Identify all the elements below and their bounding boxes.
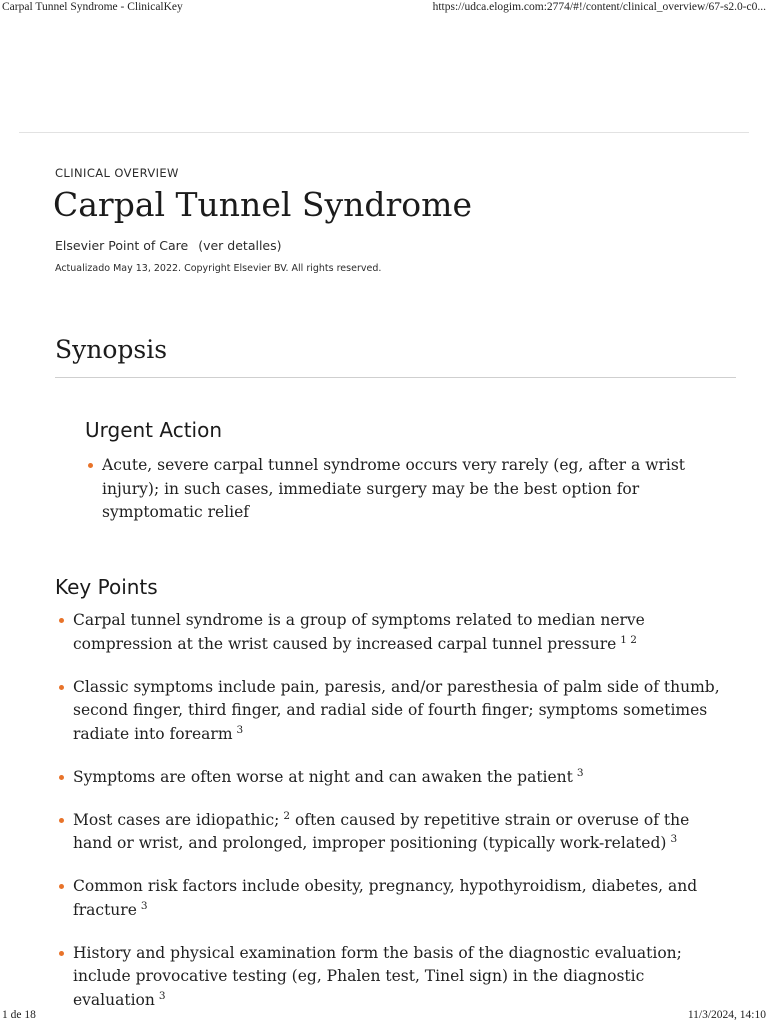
bullet-dot-icon — [59, 951, 64, 956]
bullet-dot-icon — [88, 463, 93, 468]
print-header-url: https://udca.elogim.com:2774/#!/content/clinical_overview/67-s2.0-c0... — [432, 1, 766, 13]
list-item — [73, 875, 733, 922]
print-header-title: Carpal Tunnel Syndrome - ClinicalKey — [2, 1, 183, 13]
bullet-dot-icon — [59, 618, 64, 623]
list-item — [73, 676, 733, 747]
list-item-text-before: Most cases are idiopathic; — [73, 810, 280, 829]
list-item-text: Carpal tunnel syndrome is a group of symptoms related to median nerve compression at the wrist caused by increased carpal tunnel pressure — [73, 611, 645, 653]
list-item-text: often caused by repetitive strain or overuse of the hand or wrist, and prolonged, improper positioning (typically work-related) — [73, 810, 690, 852]
updated-copyright: Actualizado May 13, 2022. Copyright Elsevier BV. All rights reserved. — [55, 263, 382, 274]
list-item — [73, 809, 733, 856]
list-item-text: History and physical examination form the basis of the diagnostic evaluation; include provocative testing (eg, Phalen test, Tinel sign) in the diagnostic evaluation — [73, 943, 682, 1009]
reference-link[interactable]: 3 — [140, 899, 148, 912]
key-points-list — [73, 609, 733, 1032]
list-item-text: Common risk factors include obesity, pregnancy, hypothyroidism, diabetes, and fracture — [73, 877, 698, 919]
source-line — [55, 238, 282, 253]
bullet-dot-icon — [59, 884, 64, 889]
reference-link[interactable]: 3 — [576, 766, 584, 779]
bullet-dot-icon — [59, 818, 64, 823]
list-item — [73, 942, 733, 1013]
reference-link[interactable]: 3 — [236, 723, 244, 736]
page-title: Carpal Tunnel Syndrome — [53, 185, 472, 224]
details-link[interactable]: (ver detalles) — [198, 238, 282, 253]
bullet-dot-icon — [59, 775, 64, 780]
list-item-text: Classic symptoms include pain, paresis, and/or paresthesia of palm side of thumb, second finger, third finger, and radial side of fourth finger; symptoms sometimes radiate into forearm — [73, 677, 720, 743]
list-item-text: Symptoms are often worse at night and can awaken the patient — [73, 767, 573, 786]
reference-link[interactable]: 2 — [283, 809, 291, 822]
page-counter: 1 de 18 — [2, 1009, 36, 1021]
bullet-dot-icon — [59, 685, 64, 690]
reference-link[interactable]: 3 — [670, 833, 678, 845]
key-points-heading: Key Points — [55, 575, 158, 599]
list-item — [73, 609, 733, 656]
list-item — [102, 454, 722, 525]
reference-link[interactable]: 1 2 — [620, 633, 637, 646]
section-title-synopsis: Synopsis — [55, 335, 168, 364]
list-item — [73, 766, 733, 790]
section-divider — [55, 377, 736, 378]
print-footer — [0, 1006, 768, 1024]
content-type-label: CLINICAL OVERVIEW — [55, 166, 179, 180]
reference-link[interactable]: 3 — [158, 989, 166, 1002]
list-item-text: Acute, severe carpal tunnel syndrome occurs very rarely (eg, after a wrist injury); in such cases, immediate surgery may be the best option for symptomatic relief — [102, 456, 686, 521]
urgent-action-list — [102, 454, 722, 525]
print-datetime: 11/3/2024, 14:10 — [687, 1009, 766, 1021]
urgent-action-heading: Urgent Action — [85, 418, 223, 442]
source-name: Elsevier Point of Care — [55, 238, 189, 253]
